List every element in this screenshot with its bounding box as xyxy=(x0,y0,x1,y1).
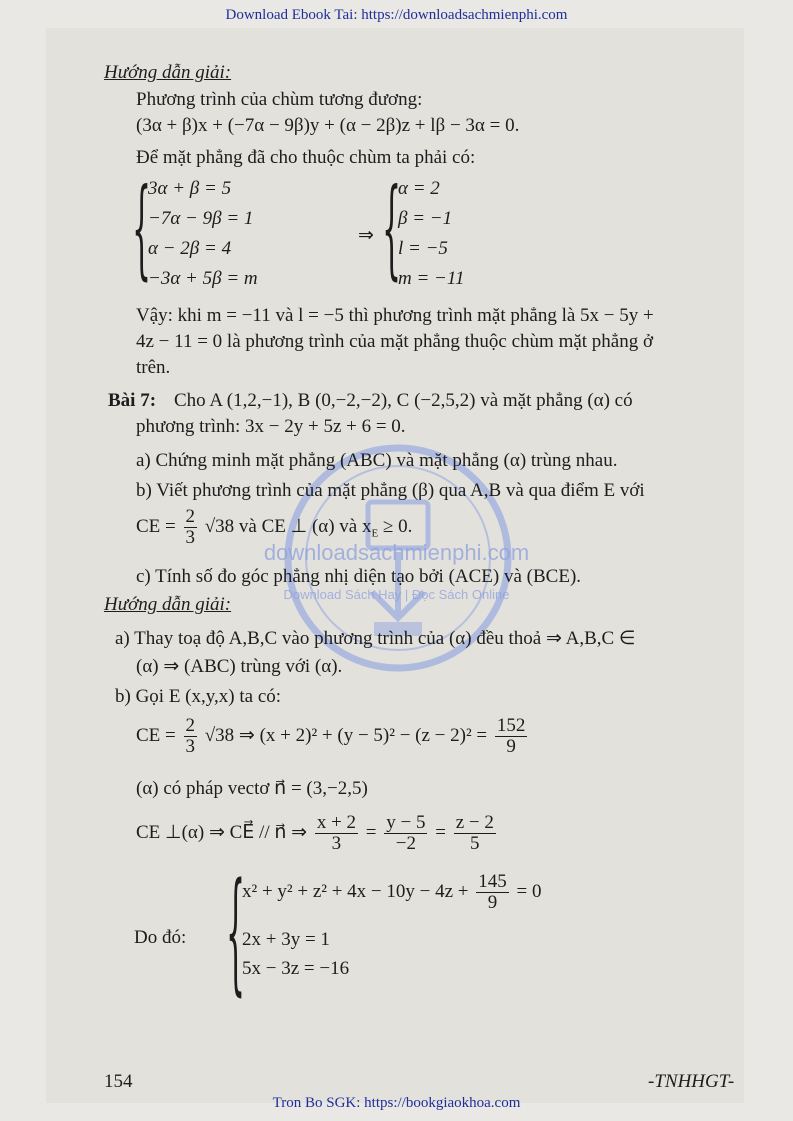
fraction: $\frac{2}{3}$ xyxy=(185,715,195,757)
system-left-row: 3α + β = 5 xyxy=(148,178,232,199)
fraction: $\frac{152}{9}$ xyxy=(496,715,526,757)
system-equation-3: 5x − 3z = −16 xyxy=(242,958,350,979)
exercise-line-1: Cho A (1,2,−1), B (0,−2,−2), C (−2,5,2) và mặt phẳng (α) có xyxy=(174,390,633,411)
sol1-line-2: (3α + β)x + (−7α − 9β)y + (α − 2β)z + lβ − 3α = 0. xyxy=(136,115,520,136)
sol2-b-line-1: b) Gọi E (x,y,x) ta có: xyxy=(115,686,282,707)
sol2-a-line-2: (α) ⇒ (ABC) trùng với (α). xyxy=(136,656,343,677)
system-equation-1: x² + y² + z² + 4x − 10y − 4z + $\frac{145}{9}$ = 0 xyxy=(242,871,542,913)
exercise-label: Bài 7: xyxy=(108,390,157,411)
fraction: $\frac{145}{9}$ xyxy=(478,871,507,913)
download-link-footer[interactable]: Tron Bo SGK: https://bookgiaokhoa.com xyxy=(272,1095,521,1111)
watermark-site: downloadsachmienphi.com xyxy=(263,540,530,565)
ce-left: CE = xyxy=(136,515,176,537)
exercise-part-a: a) Chứng minh mặt phẳng (ABC) và mặt phẳng (α) trùng nhau. xyxy=(136,450,618,471)
page-number: 154 xyxy=(104,1071,133,1092)
sol2-a-line-1: a) Thay toạ độ A,B,C vào phương trình của (α) đều thoả ⇒ A,B,C ∈ xyxy=(115,628,636,649)
left-brace-icon: { xyxy=(132,168,152,294)
solution-heading-1: Hướng dẫn giải: xyxy=(104,62,232,83)
right-brace-icon: { xyxy=(382,168,402,294)
sol1-line-1: Phương trình của chùm tương đương: xyxy=(136,89,423,110)
exercise-line-2: phương trình: 3x − 2y + 5z + 6 = 0. xyxy=(136,416,406,437)
system-right-row: α = 2 xyxy=(398,178,440,199)
system-right-row: m = −11 xyxy=(398,268,465,289)
sol2-equation-1: CE = $\frac{2}{3}$ √38 ⇒ (x + 2)² + (y − 5)² − (z − 2)² = $\frac{152}{9}$ xyxy=(136,715,526,757)
system-left-row: α − 2β = 4 xyxy=(148,238,232,259)
watermark-tagline: Download Sách Hay | Đọc Sách Online xyxy=(283,587,510,602)
system-left-row: −7α − 9β = 1 xyxy=(148,208,254,229)
fraction: $\frac{x + 2}{3}$ xyxy=(316,812,357,854)
sol1-line-3: Để mặt phẳng đã cho thuộc chùm ta phải có: xyxy=(136,147,476,168)
ce-subscript: E xyxy=(371,527,379,540)
fraction: $\frac{y - 5}{-2}$ xyxy=(386,812,426,854)
solution-heading-2: Hướng dẫn giải: xyxy=(104,594,232,615)
exercise-part-c: c) Tính số đo góc phẳng nhị diện tạo bởi (ACE) và (BCE). xyxy=(136,566,582,587)
system-brace-icon: { xyxy=(226,858,246,1012)
footer-tag: -TNHHGT- xyxy=(648,1071,735,1092)
sol1-conclusion-2: 4z − 11 = 0 là phương trình của mặt phẳng thuộc chùm mặt phẳng ở xyxy=(136,331,654,352)
normal-vector-line: (α) có pháp vectơ n⃗ = (3,−2,5) xyxy=(136,778,368,799)
system-right-row: l = −5 xyxy=(398,238,448,259)
perpendicular-line: CE ⊥(α) ⇒ CE⃗ // n⃗ ⇒ $\frac{x + 2}{3}$ = $\frac{y - 5}{-2}$ = $\frac{z - 2}{5}$ xyxy=(136,812,494,854)
download-link-header[interactable]: Download Ebook Tai: https://downloadsachmienphi.com xyxy=(225,7,568,23)
fraction: $\frac{2}{3}$ xyxy=(185,506,195,548)
exercise-ce-condition xyxy=(136,507,412,548)
sol1-conclusion-1: Vậy: khi m = −11 và l = −5 thì phương trình mặt phẳng là 5x − 5y + xyxy=(136,305,654,326)
sol1-conclusion-3: trên. xyxy=(136,357,171,378)
ce-tail: ≥ 0. xyxy=(378,515,413,537)
exercise-part-b: b) Viết phương trình của mặt phẳng (β) qua A,B và qua điểm E với xyxy=(136,480,645,501)
therefore-label: Do đó: xyxy=(134,927,187,948)
system-right-row: β = −1 xyxy=(398,208,453,229)
implies-symbol: ⇒ xyxy=(358,225,374,246)
fraction: $\frac{z - 2}{5}$ xyxy=(455,812,494,854)
system-equation-2: 2x + 3y = 1 xyxy=(242,929,330,950)
ce-right: √38 và CE ⊥ (α) và x xyxy=(204,515,372,537)
system-left-row: −3α + 5β = m xyxy=(148,268,258,289)
